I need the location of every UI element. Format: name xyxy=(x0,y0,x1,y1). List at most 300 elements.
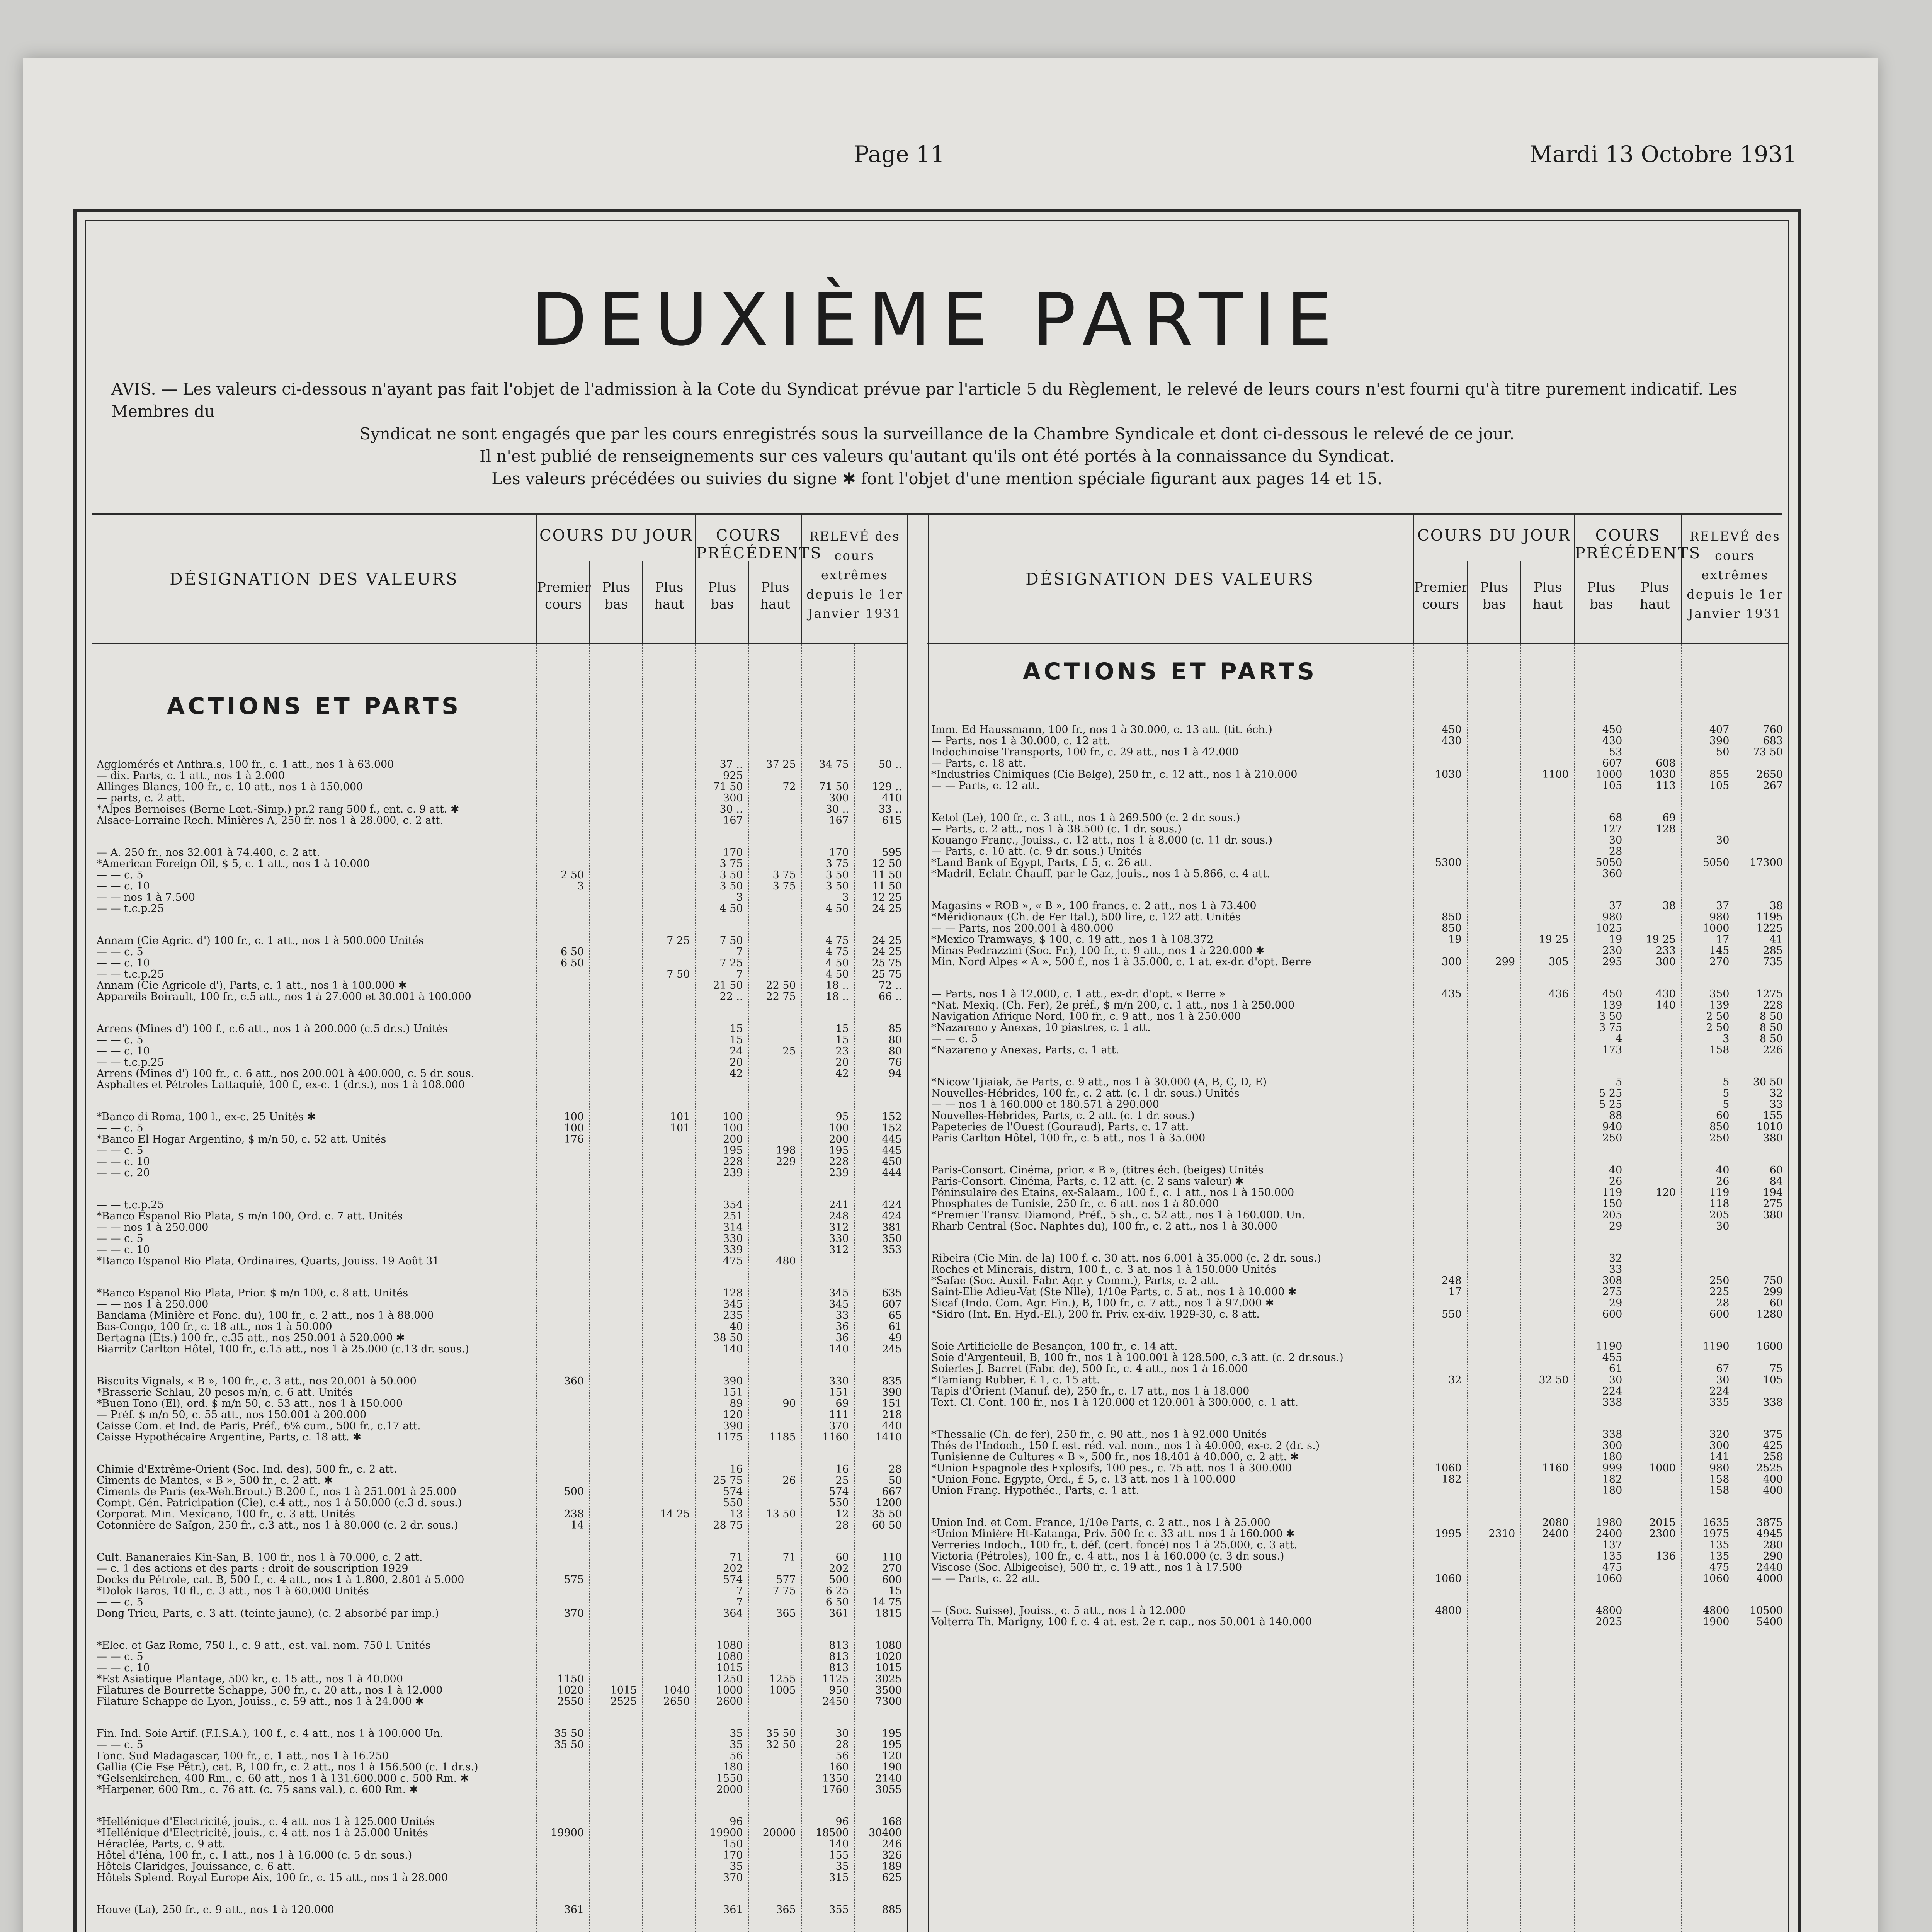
security-name: — — c. 10 xyxy=(97,957,150,969)
quote-value: 4800 xyxy=(1702,1605,1730,1617)
security-name: — — c. 5 xyxy=(97,1034,143,1046)
quote-value: 167 xyxy=(723,815,743,827)
quote-value: 251 xyxy=(723,1210,743,1222)
row-gap xyxy=(92,1002,907,1023)
quote-value: 275 xyxy=(1602,1286,1622,1298)
quote-value: 23 xyxy=(835,1045,849,1057)
quote-value: 170 xyxy=(723,1849,743,1861)
quote-value: 14 xyxy=(570,1519,584,1531)
table-row xyxy=(92,968,907,980)
page-title: DEUXIÈME PARTIE xyxy=(531,277,1343,362)
quote-value: 1015 xyxy=(716,1662,743,1674)
quote-value: 300 xyxy=(723,792,743,804)
quote-value: 2000 xyxy=(716,1784,743,1796)
security-name: — — c. 5 xyxy=(97,1739,143,1751)
quote-value: 19 xyxy=(1609,934,1622,946)
table-row xyxy=(927,823,1788,834)
security-name: — — c. 10 xyxy=(97,880,150,892)
quote-value: 140 xyxy=(829,1838,849,1850)
quote-value: 16 xyxy=(730,1463,743,1475)
quote-value: 270 xyxy=(1709,956,1730,968)
table-row xyxy=(927,868,1788,879)
security-name: Soie d'Argenteuil, B, 100 fr., nos 1 à 100.001 à 128.500, c.3 att. (c. 2 dr.sous.) xyxy=(931,1352,1344,1364)
quote-value: 69 xyxy=(835,1398,849,1410)
security-name: — Parts, c. 18 att. xyxy=(931,757,1026,769)
quote-value: 2440 xyxy=(1756,1561,1783,1573)
quote-value: 189 xyxy=(882,1861,902,1872)
table-row xyxy=(92,1431,907,1442)
table-row xyxy=(92,1563,907,1574)
quote-value: 300 xyxy=(1709,1440,1730,1452)
quote-value: 20 xyxy=(835,1056,849,1068)
quote-value: 1040 xyxy=(663,1684,690,1696)
quote-value: 7 xyxy=(736,1596,743,1608)
quote-value: 60 xyxy=(1716,1110,1730,1122)
quote-value: 14 25 xyxy=(660,1508,690,1520)
security-name: *Nicow Tjiaiak, 5e Parts, c. 9 att., nos 1 à 30.000 (A, B, C, D, E) xyxy=(931,1076,1267,1088)
security-name: Ciments de Mantes, « B », 500 fr., c. 2 att. ✱ xyxy=(97,1475,333,1486)
quote-value: 370 xyxy=(723,1872,743,1884)
security-name: — — c. 5 xyxy=(931,1033,978,1045)
quote-value: 2 50 xyxy=(1706,1010,1730,1022)
quote-value: 6 50 xyxy=(561,946,584,958)
quote-value: 381 xyxy=(882,1221,902,1233)
table-row xyxy=(92,1607,907,1619)
table-row xyxy=(927,1363,1788,1374)
quote-value: 35 xyxy=(835,1861,849,1872)
quote-value: 7 25 xyxy=(667,935,690,947)
quote-value: 1200 xyxy=(875,1497,902,1509)
row-gap xyxy=(92,1531,907,1551)
quote-value: 430 xyxy=(1442,735,1462,747)
quote-value: 73 50 xyxy=(1753,746,1783,758)
quote-value: 235 xyxy=(723,1310,743,1321)
row-gap xyxy=(92,1883,907,1904)
quote-value: 202 xyxy=(829,1563,849,1575)
quote-value: 835 xyxy=(882,1375,902,1387)
quote-value: 33 .. xyxy=(878,803,902,815)
row-gap xyxy=(927,1408,1788,1429)
row-gap xyxy=(927,1496,1788,1517)
security-name: *Hellénique d'Electricité, jouis., c. 4 att. nos 1 à 125.000 Unités xyxy=(97,1816,435,1828)
quote-value: 100 xyxy=(829,1122,849,1134)
quote-value: 445 xyxy=(882,1133,902,1145)
security-name: *Nazareno y Anexas, Parts, c. 1 att. xyxy=(931,1044,1119,1056)
quote-value: 360 xyxy=(564,1375,584,1387)
quote-value: 2600 xyxy=(716,1696,743,1708)
security-name: Kouango Franç., Jouiss., c. 12 att., nos 1 à 8.000 (c. 11 dr. sous.) xyxy=(931,834,1273,846)
quote-value: 1190 xyxy=(1595,1340,1622,1352)
quote-value: 435 xyxy=(1442,988,1462,1000)
security-name: *Banco di Roma, 100 l., ex-c. 25 Unités ✱ xyxy=(97,1111,316,1123)
quote-value: 1815 xyxy=(875,1607,902,1619)
quote-value: 151 xyxy=(882,1398,902,1410)
quote-value: 28 75 xyxy=(713,1519,743,1531)
quote-value: 500 xyxy=(564,1486,584,1498)
quote-value: 855 xyxy=(1709,769,1730,781)
quote-value: 180 xyxy=(1602,1451,1622,1463)
security-name: — — Parts, c. 12 att. xyxy=(931,780,1040,792)
quote-value: 12 50 xyxy=(872,858,902,870)
quote-value: 32 xyxy=(1609,1252,1622,1264)
table-row xyxy=(927,988,1788,999)
table-row xyxy=(927,1252,1788,1264)
security-name: *Nazareno y Anexas, 10 piastres, c. 1 att. xyxy=(931,1022,1151,1034)
quote-value: 96 xyxy=(730,1816,743,1828)
table-row xyxy=(92,980,907,991)
table-row xyxy=(92,1398,907,1409)
table-row xyxy=(927,934,1788,945)
quote-value: 30 xyxy=(1716,1220,1730,1232)
quote-value: 40 xyxy=(1716,1164,1730,1176)
quote-value: 248 xyxy=(829,1210,849,1222)
security-name: Asphaltes et Pétroles Lattaquié, 100 f., ex-c. 1 (dr.s.), nos 1 à 108.000 xyxy=(97,1079,465,1091)
security-name: *Union Espagnole des Explosifs, 100 pes., c. 75 att. nos 1 à 300.000 xyxy=(931,1462,1292,1474)
table-row xyxy=(927,1286,1788,1297)
table-row xyxy=(927,834,1788,845)
quote-value: 885 xyxy=(882,1904,902,1916)
quote-value: 35 50 xyxy=(766,1728,796,1740)
left-column xyxy=(92,515,908,1932)
quote-value: 355 xyxy=(829,1904,849,1916)
security-name: *Premier Transv. Diamond, Préf., 5 sh., c. 52 att., nos 1 à 160.000. Un. xyxy=(931,1209,1305,1221)
table-row xyxy=(927,1275,1788,1286)
notice-line-2: Syndicat ne sont engagés que par les cours enregistrés sous la surveillance de la Chambre Syndicale et dont ci-dessous le relevé de ce jour. xyxy=(359,424,1515,443)
quote-value: 200 xyxy=(829,1133,849,1145)
security-name: Alsace-Lorraine Rech. Minières A, 250 fr. nos 1 à 28.000, c. 2 att. xyxy=(97,815,444,827)
quote-value: 19 xyxy=(1448,934,1462,946)
security-name: — — c. 10 xyxy=(97,1045,150,1057)
table-row xyxy=(92,1287,907,1298)
quote-value: 56 xyxy=(835,1750,849,1762)
table-row xyxy=(927,1451,1788,1462)
table-row xyxy=(927,1485,1788,1496)
table-row xyxy=(927,1440,1788,1451)
table-row xyxy=(92,1551,907,1563)
quote-value: 113 xyxy=(1656,780,1676,792)
quote-value: 5 25 xyxy=(1599,1099,1622,1111)
quote-value: 35 50 xyxy=(872,1508,902,1520)
security-name: *Banco Espanol Rio Plata, Prior. $ m/n 100, c. 8 att. Unités xyxy=(97,1287,408,1299)
table-row xyxy=(92,847,907,858)
quote-value: 1100 xyxy=(1542,769,1569,781)
table-row xyxy=(927,1429,1788,1440)
security-name: Union Franç. Hypothéc., Parts, c. 1 att. xyxy=(931,1485,1139,1497)
table-row xyxy=(92,1343,907,1354)
security-name: Agglomérés et Anthra.s, 100 fr., c. 1 att., nos 1 à 63.000 xyxy=(97,759,394,770)
table-row xyxy=(927,1220,1788,1231)
quote-value: 2310 xyxy=(1488,1528,1515,1540)
quote-value: 155 xyxy=(1763,1110,1783,1122)
quote-value: 380 xyxy=(1763,1209,1783,1221)
quote-value: 111 xyxy=(829,1409,849,1421)
quote-value: 226 xyxy=(1763,1044,1783,1056)
quote-value: 135 xyxy=(1709,1539,1730,1551)
column-rule xyxy=(695,643,696,1932)
security-name: Nouvelles-Hébrides, 100 fr., c. 2 att. (c. 1 dr. sous.) Unités xyxy=(931,1087,1240,1099)
quote-value: 24 xyxy=(730,1045,743,1057)
quote-value: 625 xyxy=(882,1872,902,1884)
table-row xyxy=(92,1728,907,1739)
quote-value: 239 xyxy=(829,1167,849,1179)
quote-value: 1060 xyxy=(1595,1573,1622,1585)
quote-value: 575 xyxy=(564,1574,584,1586)
quote-value: 1030 xyxy=(1649,769,1676,781)
quote-value: 158 xyxy=(1709,1485,1730,1497)
issue-date: Mardi 13 Octobre 1931 xyxy=(1529,141,1797,167)
quote-value: 229 xyxy=(776,1156,796,1168)
quote-value: 101 xyxy=(670,1122,690,1134)
quote-value: 42 xyxy=(730,1068,743,1080)
quote-value: 239 xyxy=(723,1167,743,1179)
table-row xyxy=(92,1332,907,1343)
table-row xyxy=(927,724,1788,735)
quote-value: 850 xyxy=(1709,1121,1730,1133)
quote-value: 683 xyxy=(1763,735,1783,747)
quote-value: 224 xyxy=(1602,1385,1622,1397)
quote-value: 574 xyxy=(723,1486,743,1498)
quote-value: 241 xyxy=(829,1199,849,1211)
security-name: Navigation Afrique Nord, 100 fr., c. 9 att., nos 1 à 250.000 xyxy=(931,1010,1241,1022)
header-subcolumn: Plus bas xyxy=(1574,561,1628,643)
quote-value: 35 xyxy=(730,1861,743,1872)
table-row xyxy=(92,1420,907,1431)
security-name: — c. 1 des actions et des parts : droit de souscription 1929 xyxy=(97,1563,408,1575)
row-gap xyxy=(92,914,907,935)
quote-value: 30 xyxy=(1609,1374,1622,1386)
header-cours-du-jour: COURS DU JOUR xyxy=(1413,515,1574,561)
header-releve: RELEVÉ des cours extrêmes depuis le 1er Janvier 1931 xyxy=(801,515,907,643)
quote-value: 145 xyxy=(1709,945,1730,957)
column-rule xyxy=(1574,643,1575,1932)
quote-value: 84 xyxy=(1769,1175,1783,1187)
security-name: Victoria (Pétroles), 100 fr., c. 4 att., nos 1 à 160.000 (c. 3 dr. sous.) xyxy=(931,1550,1284,1562)
quote-value: 120 xyxy=(723,1409,743,1421)
security-name: Roches et Minerais, distrn, 100 f., c. 3 at. nos 1 à 150.000 Unités xyxy=(931,1264,1276,1276)
quote-value: 139 xyxy=(1602,999,1622,1011)
quote-value: 380 xyxy=(1763,1132,1783,1144)
security-name: *Union Minière Ht-Katanga, Priv. 500 fr. c. 33 att. nos 1 à 160.000 ✱ xyxy=(931,1528,1295,1540)
table-row xyxy=(927,1340,1788,1352)
quote-value: 1995 xyxy=(1435,1528,1462,1540)
table-row xyxy=(92,1122,907,1133)
quote-value: 577 xyxy=(776,1574,796,1586)
security-name: Tunisienne de Cultures « B », 500 fr., nos 18.401 à 40.000, c. 2 att. ✱ xyxy=(931,1451,1299,1463)
table-row xyxy=(92,1816,907,1827)
quote-value: 5 xyxy=(1723,1087,1730,1099)
quote-value: 258 xyxy=(1763,1451,1783,1463)
quote-value: 1160 xyxy=(1542,1462,1569,1474)
quote-value: 635 xyxy=(882,1287,902,1299)
quote-value: 33 xyxy=(1769,1099,1783,1111)
table-row xyxy=(927,1297,1788,1308)
table-row xyxy=(927,1175,1788,1187)
quote-value: 360 xyxy=(1602,868,1622,880)
security-name: — — c. 5 xyxy=(97,1145,143,1156)
quote-value: 600 xyxy=(1709,1308,1730,1320)
quote-value: 119 xyxy=(1602,1187,1622,1199)
security-name: Annam (Cie Agric. d') 100 fr., c. 1 att., nos 1 à 500.000 Unités xyxy=(97,935,424,947)
quote-value: 2650 xyxy=(1756,769,1783,781)
quote-value: 3 50 xyxy=(719,869,743,881)
quote-value: 813 xyxy=(829,1639,849,1651)
quote-value: 15 xyxy=(835,1034,849,1046)
quote-value: 32 50 xyxy=(1539,1374,1569,1386)
table-rows xyxy=(92,759,907,1915)
quote-value: 345 xyxy=(829,1287,849,1299)
quote-value: 24 25 xyxy=(872,903,902,915)
quote-value: 3 xyxy=(577,880,584,892)
security-name: Bas-Congo, 100 fr., c. 18 att., nos 1 à 50.000 xyxy=(97,1321,332,1333)
security-name: Corporat. Min. Mexicano, 100 fr., c. 3 att. Unités xyxy=(97,1508,355,1520)
quote-value: 5300 xyxy=(1435,857,1462,869)
quote-value: 4 50 xyxy=(825,968,849,980)
quote-value: 345 xyxy=(829,1298,849,1310)
table-row xyxy=(927,1374,1788,1385)
notice-line-3: Il n'est publié de renseignements sur ces valeurs qu'autant qu'ils ont été portés à la connaissance du Syndicat. xyxy=(480,447,1395,466)
quote-value: 10500 xyxy=(1750,1605,1783,1617)
table-row xyxy=(92,770,907,781)
row-gap xyxy=(927,1143,1788,1164)
quote-value: 32 50 xyxy=(766,1739,796,1751)
quote-value: 1280 xyxy=(1756,1308,1783,1320)
table-row xyxy=(92,1255,907,1266)
quote-value: 308 xyxy=(1602,1275,1622,1287)
quote-value: 94 xyxy=(888,1068,902,1080)
quote-value: 5 xyxy=(1616,1076,1622,1088)
quote-value: 32 xyxy=(1769,1087,1783,1099)
security-name: — — c. 5 xyxy=(97,946,143,958)
table-row xyxy=(92,1662,907,1673)
security-name: *Gelsenkirchen, 400 Rm., c. 60 att., nos 1 à 131.600.000 c. 500 Rm. ✱ xyxy=(97,1772,469,1784)
table-row xyxy=(92,1233,907,1244)
quote-value: 475 xyxy=(723,1255,743,1267)
quote-value: 390 xyxy=(723,1420,743,1432)
quote-value: 8 50 xyxy=(1759,1022,1783,1034)
quote-value: 170 xyxy=(723,847,743,859)
table-row xyxy=(92,1045,907,1056)
quote-value: 88 xyxy=(1609,1110,1622,1122)
security-name: Viscose (Soc. Albigeoise), 500 fr., c. 19 att., nos 1 à 17.500 xyxy=(931,1561,1242,1573)
quote-value: 760 xyxy=(1763,724,1783,736)
security-name: Indochinoise Transports, 100 fr., c. 29 att., nos 1 à 42.000 xyxy=(931,746,1239,758)
quote-value: 28 xyxy=(835,1519,849,1531)
quote-value: 198 xyxy=(776,1145,796,1156)
table-row xyxy=(92,1696,907,1707)
quote-value: 2525 xyxy=(1756,1462,1783,1474)
table-row xyxy=(92,1639,907,1651)
running-header xyxy=(23,58,1878,174)
notice-paragraph xyxy=(111,378,1763,490)
quote-value: 1000 xyxy=(716,1684,743,1696)
table-row xyxy=(92,1068,907,1079)
table-row xyxy=(927,1110,1788,1121)
quote-value: 8 50 xyxy=(1759,1010,1783,1022)
quote-value: 30 50 xyxy=(1753,1076,1783,1088)
quote-value: 950 xyxy=(829,1684,849,1696)
quote-value: 475 xyxy=(1602,1561,1622,1573)
quote-value: 15 xyxy=(888,1585,902,1597)
quote-value: 76 xyxy=(888,1056,902,1068)
table-row xyxy=(927,1561,1788,1573)
quote-value: 980 xyxy=(1602,911,1622,923)
quote-value: 26 xyxy=(782,1475,796,1486)
quote-value: 338 xyxy=(1602,1429,1622,1440)
row-gap xyxy=(927,1055,1788,1076)
table-row xyxy=(927,812,1788,823)
quote-value: 600 xyxy=(882,1574,902,1586)
table-row xyxy=(92,858,907,869)
quote-value: 2 50 xyxy=(1706,1022,1730,1034)
column-rule xyxy=(801,643,802,1932)
quote-value: 6 50 xyxy=(561,957,584,969)
row-gap xyxy=(927,1231,1788,1252)
quote-value: 5050 xyxy=(1702,857,1730,869)
quote-value: 370 xyxy=(564,1607,584,1619)
security-name: Houve (La), 250 fr., c. 9 att., nos 1 à 120.000 xyxy=(97,1904,334,1916)
table-row xyxy=(927,999,1788,1010)
quote-value: 3 75 xyxy=(772,869,796,881)
quote-value: 330 xyxy=(829,1375,849,1387)
quote-value: 3500 xyxy=(875,1684,902,1696)
security-name: *Thessalie (Ch. de fer), 250 fr., c. 90 att., nos 1 à 92.000 Unités xyxy=(931,1429,1267,1440)
quote-value: 33 xyxy=(835,1310,849,1321)
quote-value: 205 xyxy=(1602,1209,1622,1221)
security-name: — — nos 1 à 250.000 xyxy=(97,1221,209,1233)
quote-value: 2015 xyxy=(1649,1517,1676,1529)
security-name: Paris Carlton Hôtel, 100 fr., c. 5 att., nos 1 à 35.000 xyxy=(931,1132,1206,1144)
security-name: — parts, c. 2 att. xyxy=(97,792,185,804)
table-row xyxy=(927,1473,1788,1485)
quote-value: 1195 xyxy=(1756,911,1783,923)
bordered-frame xyxy=(73,209,1801,1932)
security-name: *American Foreign Oil, $ 5, c. 1 att., nos 1 à 10.000 xyxy=(97,858,370,870)
quote-value: 35 50 xyxy=(554,1728,584,1740)
quote-value: 80 xyxy=(888,1034,902,1046)
table-row xyxy=(92,1574,907,1585)
quote-value: 3875 xyxy=(1756,1517,1783,1529)
quote-value: 1080 xyxy=(875,1639,902,1651)
quote-value: 353 xyxy=(882,1244,902,1256)
quote-value: 1015 xyxy=(610,1684,637,1696)
quote-value: 18500 xyxy=(815,1827,849,1839)
table-row xyxy=(92,1145,907,1156)
quote-value: 118 xyxy=(1709,1198,1730,1210)
table-row xyxy=(92,1111,907,1122)
security-name: — Parts, nos 1 à 12.000, c. 1 att., ex-dr. d'opt. « Berre » xyxy=(931,988,1226,1000)
quote-value: 407 xyxy=(1709,724,1730,736)
table-row xyxy=(927,1033,1788,1044)
table-row xyxy=(927,1352,1788,1363)
quote-value: 21 50 xyxy=(713,980,743,992)
quote-value: 128 xyxy=(1656,823,1676,835)
quote-value: 248 xyxy=(1442,1275,1462,1287)
security-name: — — t.c.p.25 xyxy=(97,968,164,980)
table-row xyxy=(92,991,907,1002)
quote-value: 30400 xyxy=(869,1827,902,1839)
quote-value: 1160 xyxy=(822,1431,849,1443)
quote-value: 574 xyxy=(829,1486,849,1498)
quote-value: 3 xyxy=(736,891,743,903)
security-name: Volterra Th. Marigny, 100 f. c. 4 at. est. 2e r. cap., nos 50.001 à 140.000 xyxy=(931,1616,1312,1628)
security-name: — dix. Parts, c. 1 att., nos 1 à 2.000 xyxy=(97,770,285,782)
table-row xyxy=(92,1375,907,1386)
row-gap xyxy=(92,1707,907,1728)
quote-value: 37 xyxy=(1609,900,1622,912)
quote-value: 430 xyxy=(1602,735,1622,747)
quote-value: 1000 xyxy=(1649,1462,1676,1474)
quote-value: 350 xyxy=(1709,988,1730,1000)
